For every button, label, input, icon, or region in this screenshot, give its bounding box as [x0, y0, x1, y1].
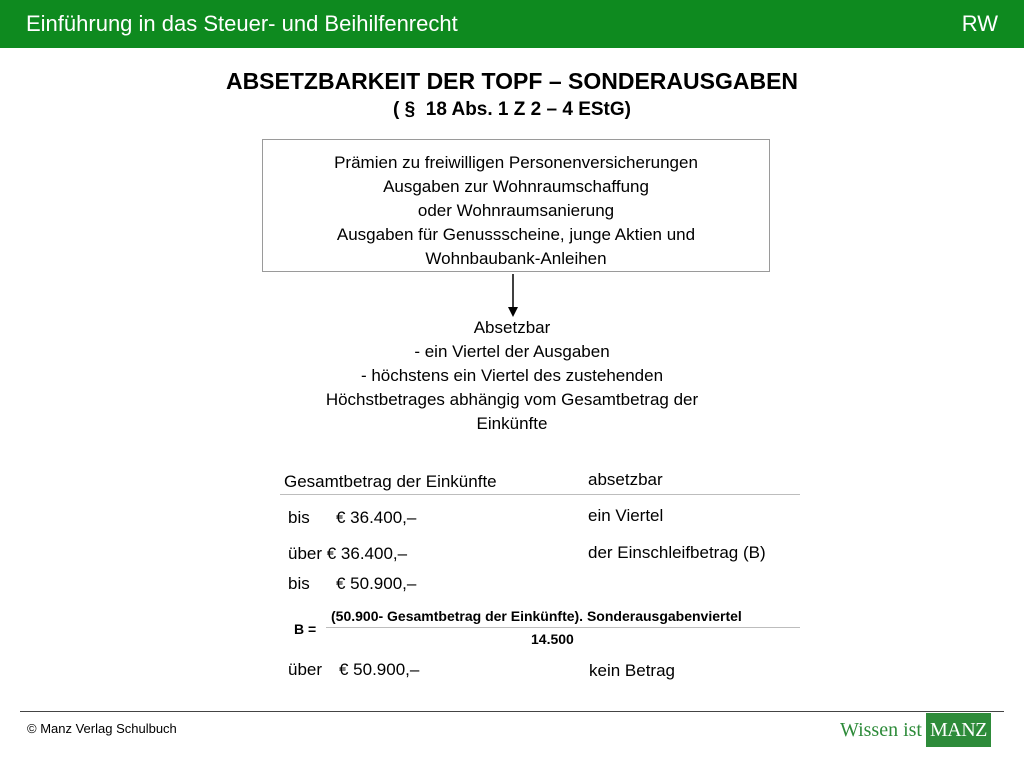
page-title: ABSETZBARKEIT DER TOPF – SONDERAUSGABEN — [225, 68, 799, 94]
table-header-income: Gesamtbetrag der Einkünfte — [284, 472, 497, 491]
row2-word: bis — [288, 574, 310, 593]
box-line: Ausgaben zur Wohnraumschaffung — [383, 177, 649, 196]
deductibility-line: Einkünfte — [476, 414, 548, 433]
table-header-rule — [280, 494, 800, 495]
row1-result: ein Viertel — [588, 506, 664, 525]
box-line: Wohnbaubank-Anleihen — [425, 249, 607, 268]
footer-divider — [20, 711, 1004, 712]
logo-text: Wissen ist — [840, 719, 922, 741]
row2-amount: € 50.900,– — [336, 574, 417, 593]
logo-box: MANZ — [926, 713, 991, 747]
table-header-deductible: absetzbar — [588, 470, 663, 489]
row1-amount: € 36.400,– — [336, 508, 417, 527]
box-line: oder Wohnraumsanierung — [417, 201, 615, 220]
box-line: Prämien zu freiwilligen Personenversicherungen — [334, 153, 698, 172]
deductibility-line: Absetzbar — [473, 318, 551, 337]
row2-result: der Einschleifbetrag (B) — [588, 543, 766, 562]
deductibility-line: - ein Viertel der Ausgaben — [414, 342, 610, 361]
expense-types-box — [262, 139, 770, 272]
row3-word: über — [288, 660, 323, 679]
formula-numerator: (50.900- Gesamtbetrag der Einkünfte). Sonderausgabenviertel — [331, 608, 742, 624]
deductibility-line: - höchstens ein Viertel des zustehenden — [360, 366, 664, 385]
deductibility-text — [262, 316, 762, 436]
deductibility-line: Höchstbetrages abhängig vom Gesamtbetrag der — [325, 390, 699, 409]
page-subtitle: ( § 18 Abs. 1 Z 2 – 4 EStG) — [393, 99, 631, 120]
row1-word: bis — [288, 508, 310, 527]
header-initials: RW — [961, 11, 998, 36]
publisher-logo — [840, 713, 991, 747]
formula-label: B = — [294, 621, 317, 637]
row3-amount: € 50.900,– — [339, 660, 420, 679]
formula-denominator: 14.500 — [531, 631, 574, 647]
row2-line1: über € 36.400,– — [288, 544, 408, 563]
down-arrow-icon — [505, 274, 521, 318]
fraction-line — [326, 627, 800, 628]
box-line: Ausgaben für Genussscheine, junge Aktien und — [336, 225, 696, 244]
row3-result: kein Betrag — [589, 661, 675, 680]
header-bar — [0, 0, 1024, 48]
header-title: Einführung in das Steuer- und Beihilfenrecht — [26, 11, 458, 36]
footer-copyright: © Manz Verlag Schulbuch — [27, 721, 177, 736]
